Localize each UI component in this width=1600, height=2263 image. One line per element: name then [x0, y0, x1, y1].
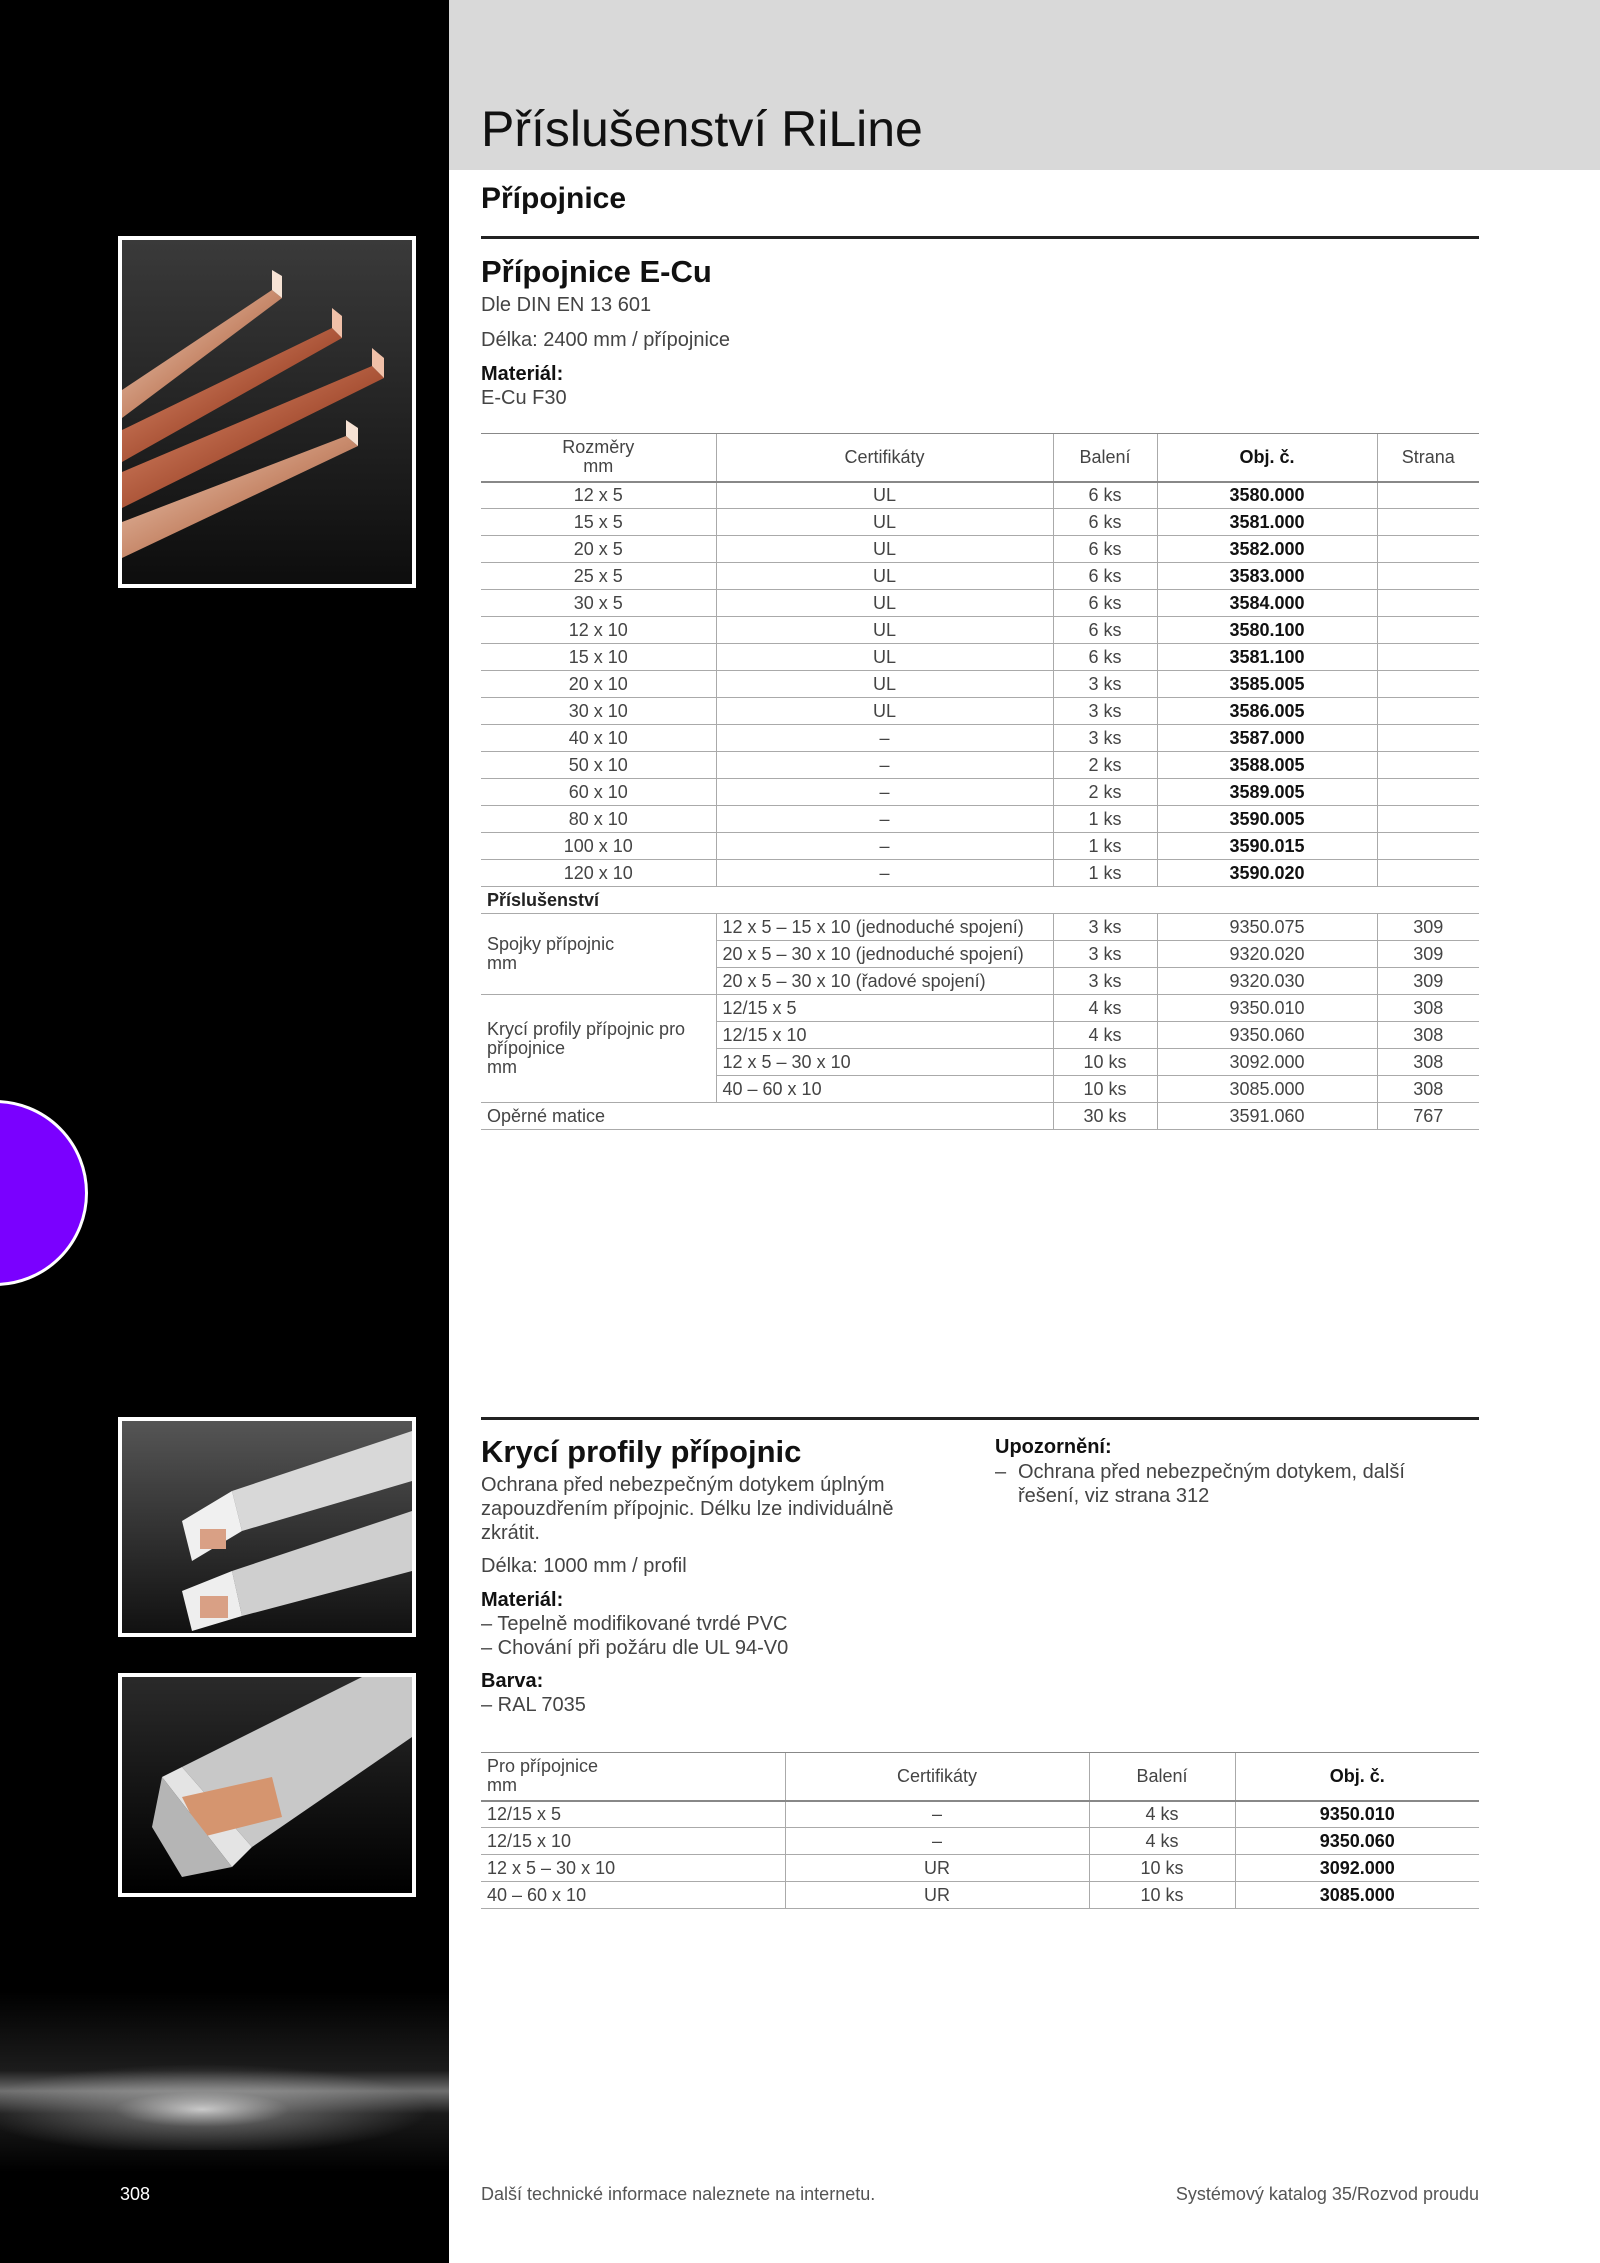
cell-dimensions: 60 x 10 — [481, 779, 716, 806]
header-for-busbar: Pro přípojnice mm — [481, 1753, 785, 1801]
cover-profile-table — [481, 1752, 1479, 1909]
table-row — [481, 617, 1479, 644]
header-certificates: Certifikáty — [716, 434, 1053, 482]
cell-order-no: 9320.030 — [1157, 968, 1377, 995]
cell-certificate: – — [716, 833, 1053, 860]
table-row — [481, 1103, 1479, 1130]
cell-order-no: 3580.000 — [1157, 482, 1377, 509]
cell-page: 308 — [1377, 995, 1479, 1022]
product2-material-label: Materiál: — [481, 1589, 564, 1611]
cell-dimensions: 30 x 10 — [481, 698, 716, 725]
cell-page: 767 — [1377, 1103, 1479, 1130]
cell-order-no: 3092.000 — [1235, 1855, 1479, 1882]
cover-table-header — [481, 1753, 1479, 1801]
cell-description: 20 x 5 – 30 x 10 (jednoduché spojení) — [716, 941, 1053, 968]
product2-material-item-2: – Chování při požáru dle UL 94-V0 — [481, 1637, 789, 1659]
product2-color-label: Barva: — [481, 1670, 544, 1692]
cell-order-no: 3590.015 — [1157, 833, 1377, 860]
cell-packing: 6 ks — [1053, 617, 1157, 644]
cell-dimensions: 30 x 5 — [481, 590, 716, 617]
cell-order-no: 3589.005 — [1157, 779, 1377, 806]
header-order-no: Obj. č. — [1235, 1753, 1479, 1801]
cell-dimensions: 80 x 10 — [481, 806, 716, 833]
cell-certificate: UR — [785, 1882, 1089, 1909]
cell-order-no: 3584.000 — [1157, 590, 1377, 617]
product1-title: Přípojnice E-Cu — [481, 254, 712, 289]
cell-packing: 6 ks — [1053, 482, 1157, 509]
cell-order-no: 3092.000 — [1157, 1049, 1377, 1076]
cell-order-no: 3583.000 — [1157, 563, 1377, 590]
cell-page: 308 — [1377, 1022, 1479, 1049]
header-dimensions: Rozměry mm — [481, 434, 716, 482]
cell-packing: 3 ks — [1053, 725, 1157, 752]
busbar-table — [481, 433, 1479, 1130]
table-row — [481, 914, 1479, 941]
product2-title: Krycí profily přípojnic — [481, 1434, 802, 1469]
cell-page — [1377, 806, 1479, 833]
cell-certificate: UL — [716, 509, 1053, 536]
cell-certificate: – — [716, 860, 1053, 887]
sidebar-glow — [0, 2060, 449, 2150]
page-number: 308 — [120, 2184, 151, 2204]
product2-length: Délka: 1000 mm / profil — [481, 1555, 687, 1577]
header-page: Strana — [1377, 434, 1479, 482]
cell-packing: 1 ks — [1053, 860, 1157, 887]
cell-page: 308 — [1377, 1076, 1479, 1103]
footer-catalog: Systémový katalog 35/Rozvod proudu — [1175, 2184, 1479, 2204]
cell-page — [1377, 482, 1479, 509]
product1-material-label: Materiál: — [481, 363, 564, 385]
cell-description: 12 x 5 – 15 x 10 (jednoduché spojení) — [716, 914, 1053, 941]
table-row — [481, 860, 1479, 887]
cell-packing: 4 ks — [1089, 1828, 1235, 1855]
table-row — [481, 1801, 1479, 1828]
cell-order-no: 3581.100 — [1157, 644, 1377, 671]
product1-norm: Dle DIN EN 13 601 — [481, 294, 652, 316]
table-row — [481, 725, 1479, 752]
cell-packing: 3 ks — [1053, 941, 1157, 968]
cell-order-no: 9350.060 — [1157, 1022, 1377, 1049]
cell-packing: 6 ks — [1053, 563, 1157, 590]
table-row — [481, 536, 1479, 563]
cell-certificate: – — [716, 806, 1053, 833]
product1-length: Délka: 2400 mm / přípojnice — [481, 329, 731, 351]
cell-page — [1377, 860, 1479, 887]
table-row — [481, 482, 1479, 509]
header-certificates: Certifikáty — [785, 1753, 1089, 1801]
cell-dimensions: 25 x 5 — [481, 563, 716, 590]
cell-dimensions: 15 x 5 — [481, 509, 716, 536]
cell-packing: 2 ks — [1053, 779, 1157, 806]
cell-order-no: 3085.000 — [1157, 1076, 1377, 1103]
cell-dimensions: 40 x 10 — [481, 725, 716, 752]
cell-certificate: UL — [716, 590, 1053, 617]
header-packing: Balení — [1089, 1753, 1235, 1801]
cell-order-no: 9350.075 — [1157, 914, 1377, 941]
section-title: Přípojnice — [481, 182, 627, 215]
product2-color-item: – RAL 7035 — [481, 1694, 586, 1716]
cell-dimensions: 15 x 10 — [481, 644, 716, 671]
cell-certificate: – — [716, 752, 1053, 779]
cell-packing: 4 ks — [1053, 995, 1157, 1022]
cell-for-busbar: 12/15 x 10 — [481, 1828, 785, 1855]
table-row — [481, 698, 1479, 725]
cell-packing: 3 ks — [1053, 698, 1157, 725]
cover-profile-section-photo — [118, 1673, 416, 1897]
cell-order-no: 3591.060 — [1157, 1103, 1377, 1130]
cell-dimensions: 50 x 10 — [481, 752, 716, 779]
cover-profile-group-label: Krycí profily přípojnic pro přípojnice mm — [481, 995, 716, 1103]
cell-page — [1377, 644, 1479, 671]
cell-description: 40 – 60 x 10 — [716, 1076, 1053, 1103]
cell-packing: 6 ks — [1053, 509, 1157, 536]
cell-page — [1377, 671, 1479, 698]
note-label: Upozornění: — [995, 1436, 1112, 1458]
cell-for-busbar: 40 – 60 x 10 — [481, 1882, 785, 1909]
cell-page: 309 — [1377, 968, 1479, 995]
cell-page — [1377, 698, 1479, 725]
page-title: Příslušenství RiLine — [481, 101, 923, 157]
cell-packing: 3 ks — [1053, 671, 1157, 698]
cell-order-no: 3585.005 — [1157, 671, 1377, 698]
cell-page — [1377, 509, 1479, 536]
cell-packing: 10 ks — [1053, 1049, 1157, 1076]
table-row — [481, 563, 1479, 590]
cell-certificate: – — [716, 725, 1053, 752]
cell-page — [1377, 725, 1479, 752]
cell-page: 309 — [1377, 941, 1479, 968]
cell-for-busbar: 12 x 5 – 30 x 10 — [481, 1855, 785, 1882]
cell-description: 20 x 5 – 30 x 10 (řadové spojení) — [716, 968, 1053, 995]
cell-packing: 1 ks — [1053, 833, 1157, 860]
table-row — [481, 1828, 1479, 1855]
cell-order-no: 3581.000 — [1157, 509, 1377, 536]
table-row — [481, 1855, 1479, 1882]
cell-packing: 30 ks — [1053, 1103, 1157, 1130]
table-row — [481, 671, 1479, 698]
table-row — [481, 644, 1479, 671]
table-row — [481, 1882, 1479, 1909]
cell-description: 12/15 x 5 — [716, 995, 1053, 1022]
cell-page — [1377, 536, 1479, 563]
product2-material-item-1: – Tepelně modifikované tvrdé PVC — [481, 1613, 788, 1635]
note-dash: – — [995, 1461, 1007, 1483]
cell-packing: 1 ks — [1053, 806, 1157, 833]
cell-certificate: – — [785, 1801, 1089, 1828]
cell-certificate: UL — [716, 698, 1053, 725]
cell-page — [1377, 833, 1479, 860]
note-text: Ochrana před nebezpečným dotykem, další řešení, viz strana 312 — [1018, 1461, 1405, 1507]
cell-certificate: UL — [716, 536, 1053, 563]
table-row — [481, 995, 1479, 1022]
cell-packing: 10 ks — [1089, 1855, 1235, 1882]
busbar-table-header — [481, 434, 1479, 482]
cell-for-busbar: 12/15 x 5 — [481, 1801, 785, 1828]
cell-page — [1377, 779, 1479, 806]
table-row — [481, 806, 1479, 833]
cell-packing: 3 ks — [1053, 968, 1157, 995]
cell-certificate: UL — [716, 644, 1053, 671]
cell-packing: 4 ks — [1053, 1022, 1157, 1049]
cell-packing: 6 ks — [1053, 590, 1157, 617]
section-divider-2 — [481, 1417, 1479, 1420]
cell-page — [1377, 563, 1479, 590]
cell-order-no: 3085.000 — [1235, 1882, 1479, 1909]
header-order-no: Obj. č. — [1157, 434, 1377, 482]
cell-certificate: UL — [716, 563, 1053, 590]
cell-page: 309 — [1377, 914, 1479, 941]
cell-order-no: 3588.005 — [1157, 752, 1377, 779]
section-divider — [481, 236, 1479, 239]
cell-order-no: 9350.010 — [1235, 1801, 1479, 1828]
cell-certificate: UL — [716, 482, 1053, 509]
cell-certificate: UL — [716, 617, 1053, 644]
cell-page — [1377, 617, 1479, 644]
cell-dimensions: 12 x 5 — [481, 482, 716, 509]
cell-packing: 3 ks — [1053, 914, 1157, 941]
cell-packing: 2 ks — [1053, 752, 1157, 779]
product2-description: Ochrana před nebezpečným dotykem úplným zapouzdřením přípojnic. Délku lze individuálně zkrátit. — [481, 1474, 894, 1544]
cell-certificate: UR — [785, 1855, 1089, 1882]
table-row — [481, 509, 1479, 536]
header-packing: Balení — [1053, 434, 1157, 482]
cell-packing: 4 ks — [1089, 1801, 1235, 1828]
cell-packing: 6 ks — [1053, 644, 1157, 671]
cell-dimensions: 120 x 10 — [481, 860, 716, 887]
accessories-heading-row — [481, 887, 1479, 914]
table-row — [481, 752, 1479, 779]
product1-material-value: E-Cu F30 — [481, 387, 567, 409]
cell-dimensions: 20 x 5 — [481, 536, 716, 563]
cover-profile-photo — [118, 1417, 416, 1637]
cell-order-no: 9320.020 — [1157, 941, 1377, 968]
cell-order-no: 3580.100 — [1157, 617, 1377, 644]
table-row — [481, 779, 1479, 806]
table-row — [481, 590, 1479, 617]
cell-description: 12/15 x 10 — [716, 1022, 1053, 1049]
cell-certificate: UL — [716, 671, 1053, 698]
cell-order-no: 3586.005 — [1157, 698, 1377, 725]
cell-certificate: – — [785, 1828, 1089, 1855]
cell-order-no: 9350.060 — [1235, 1828, 1479, 1855]
accessories-label: Příslušenství — [481, 887, 1479, 914]
cell-order-no: 3590.020 — [1157, 860, 1377, 887]
cell-dimensions: 12 x 10 — [481, 617, 716, 644]
footer-info: Další technické informace naleznete na internetu. — [481, 2184, 876, 2204]
cell-packing: 6 ks — [1053, 536, 1157, 563]
cell-order-no: 3587.000 — [1157, 725, 1377, 752]
cell-packing: 10 ks — [1053, 1076, 1157, 1103]
cell-page — [1377, 590, 1479, 617]
cell-page — [1377, 752, 1479, 779]
cell-certificate: – — [716, 779, 1053, 806]
cell-packing: 10 ks — [1089, 1882, 1235, 1909]
cell-dimensions: 20 x 10 — [481, 671, 716, 698]
cell-order-no: 9350.010 — [1157, 995, 1377, 1022]
busbar-photo — [118, 236, 416, 588]
table-row — [481, 833, 1479, 860]
cell-page: 308 — [1377, 1049, 1479, 1076]
cell-support-nut-label: Opěrné matice — [481, 1103, 1053, 1130]
coupler-group-label: Spojky přípojnic mm — [481, 914, 716, 995]
cell-dimensions: 100 x 10 — [481, 833, 716, 860]
cell-order-no: 3590.005 — [1157, 806, 1377, 833]
cell-description: 12 x 5 – 30 x 10 — [716, 1049, 1053, 1076]
cell-order-no: 3582.000 — [1157, 536, 1377, 563]
